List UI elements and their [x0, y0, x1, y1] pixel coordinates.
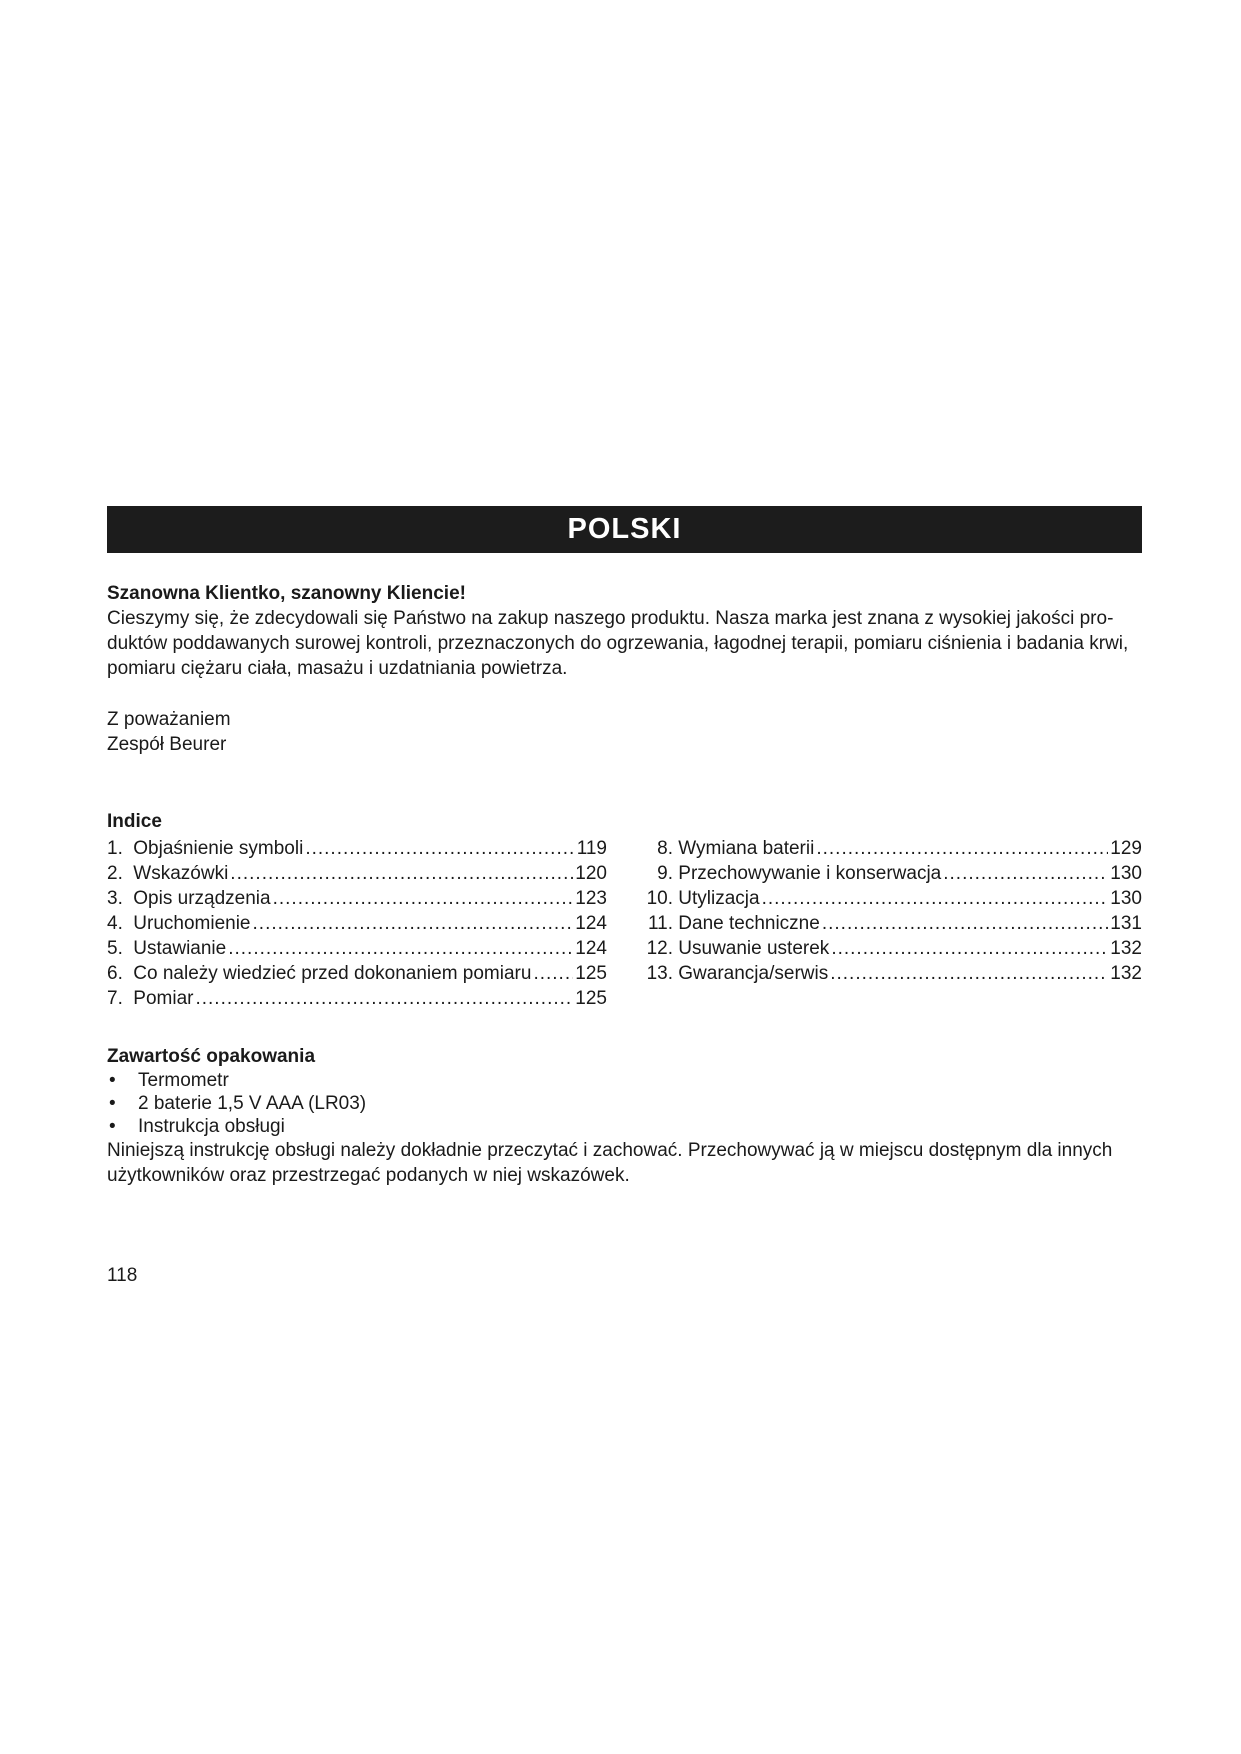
toc-leader-dots [762, 886, 1109, 911]
toc-entry-number: 8. [657, 838, 673, 859]
toc-leader-dots [253, 911, 574, 936]
toc-entry [642, 886, 1142, 911]
list-item [107, 1069, 1142, 1092]
toc-entry [642, 836, 1142, 861]
toc-entry [107, 961, 607, 986]
signoff-signature: Zespół Beurer [107, 734, 227, 755]
instruction-note [107, 1138, 1142, 1188]
bullet-icon: • [109, 1116, 116, 1137]
toc-entry-page: 130 [1110, 863, 1142, 884]
toc-entry-label: Wymiana baterii [678, 838, 815, 859]
toc-entry-page: 124 [575, 913, 607, 934]
toc-entry-number: 9. [657, 863, 673, 884]
toc-entry [642, 911, 1142, 936]
toc-entry-page: 125 [575, 988, 607, 1009]
toc-entry-label: Objaśnienie symboli [133, 838, 304, 859]
toc-leader-dots [831, 936, 1108, 961]
language-title: POLSKI [567, 513, 682, 545]
bullet-icon: • [109, 1070, 116, 1091]
toc-leader-dots [305, 836, 574, 861]
bullet-icon: • [109, 1093, 116, 1114]
table-of-contents [107, 809, 1142, 1011]
toc-entry [107, 986, 607, 1011]
list-item-label: Instrukcja obsługi [138, 1116, 285, 1137]
toc-entry-label: Opis urządzenia [133, 888, 271, 909]
package-contents [107, 1044, 1142, 1188]
toc-entry-label: Utylizacja [678, 888, 760, 909]
list-item-label: 2 baterie 1,5 V AAA (LR03) [138, 1093, 367, 1114]
intro-section [107, 581, 1142, 681]
toc-entry [107, 861, 607, 886]
list-item [107, 1092, 1142, 1115]
toc-entry-number: 12. [646, 938, 673, 959]
toc-leader-dots [822, 911, 1108, 936]
toc-leader-dots [228, 936, 573, 961]
toc-leader-dots [533, 961, 573, 986]
toc-leader-dots [816, 836, 1108, 861]
toc-entry [642, 961, 1142, 986]
document-page [107, 506, 1142, 1188]
toc-entry-number: 13. [646, 963, 673, 984]
toc-entry-page: 132 [1110, 938, 1142, 959]
toc-entry-label: Gwarancja/serwis [678, 963, 829, 984]
toc-entry [107, 936, 607, 961]
toc-entry-label: Co należy wiedzieć przed dokonaniem pomiaru [133, 963, 532, 984]
note-line: Niniejszą instrukcję obsługi należy dokładnie przeczytać i zachować. Przechowywać ją w miejscu dostępnym dla innych [107, 1140, 1113, 1161]
toc-entry-page: 130 [1110, 888, 1142, 909]
toc-entry-number: 4. [107, 913, 123, 934]
signoff-line: Z poważaniem [107, 709, 231, 730]
toc-leader-dots [195, 986, 573, 1011]
list-item-label: Termometr [138, 1070, 229, 1091]
toc-entry-number: 5. [107, 938, 123, 959]
toc-entry-page: 129 [1110, 838, 1142, 859]
toc-left-column [107, 836, 607, 1011]
toc-entry-number: 7. [107, 988, 123, 1009]
contents-heading: Zawartość opakowania [107, 1046, 316, 1067]
intro-line: Cieszymy się, że zdecydowali się Państwo na zakup naszego produktu. Nasza marka jest znana z wysokiej jakości pro- [107, 608, 1114, 629]
signoff [107, 707, 1142, 757]
toc-entry-number: 6. [107, 963, 123, 984]
toc-entry-page: 132 [1110, 963, 1142, 984]
list-item [107, 1115, 1142, 1138]
toc-entry-page: 124 [575, 938, 607, 959]
toc-entry-label: Uruchomienie [133, 913, 251, 934]
toc-leader-dots [943, 861, 1108, 886]
toc-entry-page: 131 [1110, 913, 1142, 934]
contents-list [107, 1069, 1142, 1138]
toc-leader-dots [273, 886, 574, 911]
toc-leader-dots [830, 961, 1108, 986]
toc-entry-label: Dane techniczne [678, 913, 820, 934]
page-number: 118 [107, 1265, 138, 1286]
note-line: użytkowników oraz przestrzegać podanych w niej wskazówek. [107, 1165, 630, 1186]
toc-entry-number: 11. [647, 913, 673, 934]
toc-entry-page: 119 [576, 838, 607, 859]
toc-entry-page: 123 [575, 888, 607, 909]
language-banner [107, 506, 1142, 553]
toc-heading: Indice [107, 811, 162, 832]
toc-entry-number: 3. [107, 888, 123, 909]
toc-entry-page: 125 [575, 963, 607, 984]
toc-entry [107, 886, 607, 911]
greeting-heading: Szanowna Klientko, szanowny Kliencie! [107, 583, 466, 604]
toc-entry-label: Usuwanie usterek [678, 938, 830, 959]
toc-right-column [642, 836, 1142, 1011]
toc-entry-label: Pomiar [133, 988, 194, 1009]
toc-entry-number: 2. [107, 863, 123, 884]
toc-entry [107, 836, 607, 861]
intro-line: pomiaru ciężaru ciała, masażu i uzdatniania powietrza. [107, 658, 568, 679]
toc-entry [642, 861, 1142, 886]
toc-entry-label: Ustawianie [133, 938, 227, 959]
toc-leader-dots [230, 861, 573, 886]
intro-line: duktów poddawanych surowej kontroli, przeznaczonych do ogrzewania, łagodnej terapii, pomiaru ciśnienia i badania krwi, [107, 633, 1129, 654]
toc-entry-label: Przechowywanie i konserwacja [678, 863, 942, 884]
toc-entry-number: 10. [646, 888, 673, 909]
toc-entry-page: 120 [575, 863, 607, 884]
toc-entry [107, 911, 607, 936]
toc-columns [107, 836, 1142, 1011]
toc-entry-number: 1. [107, 838, 123, 859]
toc-entry [642, 936, 1142, 961]
toc-entry-label: Wskazówki [133, 863, 229, 884]
